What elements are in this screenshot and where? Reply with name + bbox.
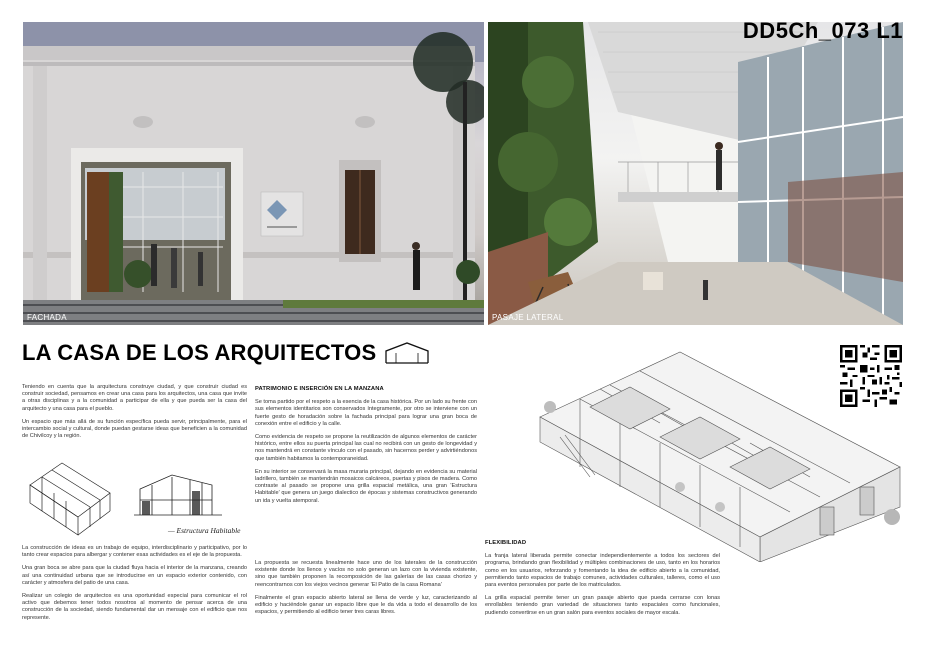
heritage-paragraph-1: Se toma partido por el respeto a la esencia de la casa histórica. Por un lado su frente con sus elementos identitarios son conservados íntegramente, por otro se interviene con un fuerte gesto de horadación sobre la fachada principal para lograr una gran boca de conexión entre el edificio y la calle. (255, 399, 477, 427)
intro-paragraph-1: Teniendo en cuenta que la arquitectura construye ciudad, y que construir ciudad es construir sociedad, pensamos en crear una casa para los arquitectos, una casa que invite a otras disciplinas y a la comunidad a participar de ella y que pueda ser la casa del arquitecto y una casa para el pueblo. (22, 384, 247, 412)
title-row (22, 340, 430, 366)
intro-paragraph-5: Realizar un colegio de arquitectos es una oportunidad especial para comunicar el rol activo que debemos tener todos nosotros al momento de pensar acerca de una construcción de la sociedad, siendo fundamental dar un mensaje con el edificio que nos represente. (22, 593, 247, 621)
heritage-paragraph-3: En su interior se conservará la masa muraria principal, dejando en evidencia su material ladrillero, también se mantendrán mosaicos calcáreos, puertas y pisos de madera. Como contraste al pasado se propone una grilla espacial metálica, una gran 'Estructura Habitable' que genera un juego dialectico de épocas y sistemas constructivos generando un ida y vuelta atemporal. (255, 468, 477, 504)
flexibility-column (485, 540, 720, 623)
sketch-label: — Estructura Habitable (168, 526, 241, 535)
house-icon (384, 341, 430, 365)
sheet-code: DD5Ch_073 L1 (742, 18, 903, 43)
intro-paragraph-3: La construcción de ideas es un trabajo de equipo, interdisciplinario y participativo, por lo tanto crear espacios para albergar y contener esas actividades es el eje de la propuesta. (22, 545, 247, 559)
intro-paragraph-2: Un espacio que más allá de su función específica pueda servir, principalmente, para el intercambio social y cultural, donde puedan gestarse ideas que beneficien a la comunidad de Chivilcoy y la región. (22, 418, 247, 440)
flexibility-paragraph-2: La grilla espacial permite tener un gran pasaje abierto que pueda cerrarse con lonas enrollables teniendo gran variedad de situaciones tanto espaciales como funcionales, pudiendo convertirse en un gran salón para eventos sociales de mayor escala. (485, 595, 720, 616)
heritage-column (255, 386, 477, 511)
heritage-heading: PATRIMONIO E INSERCIÓN EN LA MANZANA (255, 386, 384, 392)
passage-illustration (488, 22, 903, 325)
heritage-paragraph-2: Como evidencia de respeto se propone la reutilización de algunos elementos de carácter histórico, entre ellos su puerta principal las cual no recibirá con un gesto de longevidad y nos mantendrá en constante vínculo con el pasado, sin hacernos perder y advirtiéndonos que también habitamos la contemporaneidad. (255, 434, 477, 462)
intro-column-continued (22, 545, 247, 628)
facade-render (23, 22, 484, 325)
intro-paragraph-4: Una gran boca se abre para que la ciudad fluya hacia el interior de la manzana, creando así una continuidad urbana que se introducirse en un espacio exterior contenido, con carácter y atmosfera del patio de una casa. (22, 565, 247, 586)
concept-sketches (22, 455, 247, 540)
flexibility-heading: FLEXIBILIDAD (485, 540, 527, 546)
passage-caption: PASAJE LATERAL (492, 313, 564, 322)
facade-caption: FACHADA (27, 313, 67, 322)
intro-column (22, 384, 247, 446)
heritage-paragraph-5: Finalmente el gran espacio abierto lateral se llena de verde y luz, caracterizando al edificio y haciéndole ganar un espacio libre que le da vida a todo el desarrollo de los espacios, y permitiendo al edificio tener tres caras libres. (255, 594, 477, 616)
heritage-paragraph-4: La propuesta se recuesta linealmente hace uno de los laterales de la construcción existente donde los llenos y vacíos no solo generan un lazo con la vivienda existente, sino que también proponen la recomposición de las galerías de las casas chorizo y reencontrarnos con los viejos vecinos generar 'El Patio de la casa Romana' (255, 560, 477, 588)
heritage-column-continued (255, 560, 477, 622)
flexibility-paragraph-1: La franja lateral liberada permite conectar independientemente a todos los sectores del programa, brindando gran flexibilidad y múltiples combinaciones de uso, tanto en los horarios como en los usuarios, reforzando y fomentando la idea de edificio abierto a la comunidad, permitiendo tanto espacios de trabajo comunes, actividades culturales, talleres, como el uso para eventos personales por parte de los matriculados. (485, 553, 720, 589)
axonometric-drawing (520, 347, 912, 562)
page-title: LA CASA DE LOS ARQUITECTOS (22, 340, 377, 365)
side-passage-render (488, 22, 903, 325)
facade-illustration (23, 22, 484, 325)
